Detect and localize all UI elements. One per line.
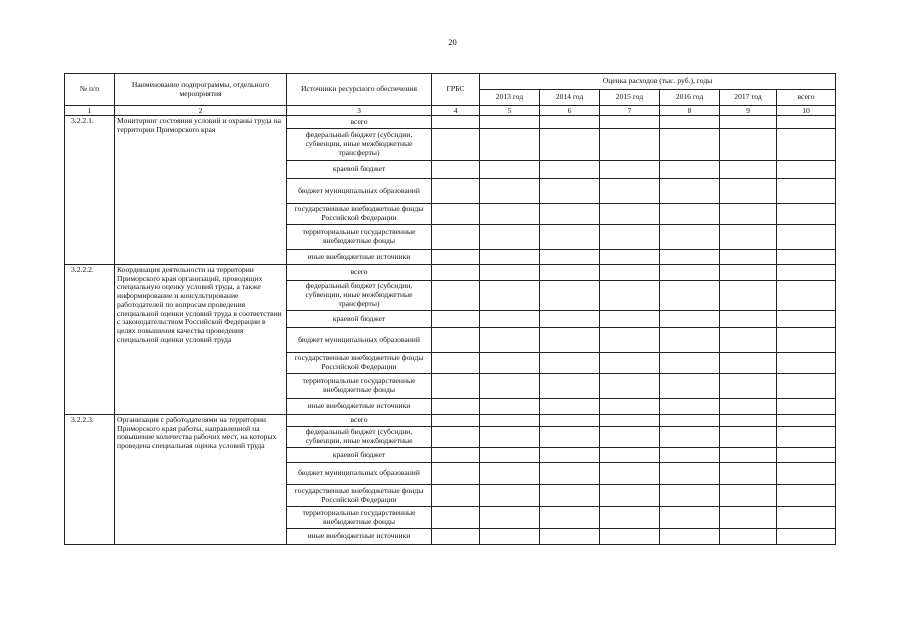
value-cell: [480, 161, 540, 179]
grbs-cell: [432, 374, 480, 399]
value-cell: [540, 415, 600, 427]
value-cell: [660, 415, 720, 427]
funding-source: федеральный бюджет (субсидии, субвенции, иные межбюджетные: [287, 427, 432, 448]
value-cell: [777, 116, 836, 129]
value-cell: [660, 161, 720, 179]
value-cell: [777, 427, 836, 448]
header-total: всего: [777, 90, 836, 106]
column-number: 7: [600, 106, 660, 116]
value-cell: [660, 374, 720, 399]
grbs-cell: [432, 448, 480, 463]
value-cell: [540, 529, 600, 545]
funding-source: краевой бюджет: [287, 311, 432, 328]
value-cell: [660, 116, 720, 129]
value-cell: [600, 353, 660, 374]
value-cell: [720, 281, 777, 311]
header-cost-group: Оценка расходов (тыс. руб.), годы: [480, 74, 836, 90]
value-cell: [600, 129, 660, 161]
value-cell: [540, 311, 600, 328]
grbs-cell: [432, 485, 480, 507]
value-cell: [720, 225, 777, 250]
value-cell: [660, 179, 720, 204]
header-sources: Источники ресурсного обеспечения: [287, 74, 432, 106]
value-cell: [777, 265, 836, 281]
value-cell: [600, 179, 660, 204]
value-cell: [480, 250, 540, 265]
header-name: Наименование подпрограммы, отдельного мероприятия: [115, 74, 287, 106]
page-number: 20: [448, 37, 457, 47]
value-cell: [600, 161, 660, 179]
value-cell: [480, 281, 540, 311]
value-cell: [600, 427, 660, 448]
table-row: [65, 265, 836, 281]
grbs-cell: [432, 265, 480, 281]
value-cell: [777, 529, 836, 545]
value-cell: [480, 485, 540, 507]
grbs-cell: [432, 328, 480, 353]
value-cell: [600, 116, 660, 129]
value-cell: [600, 415, 660, 427]
funding-source: федеральный бюджет (субсидии, субвенции, иные межбюджетные трансферты): [287, 281, 432, 311]
grbs-cell: [432, 353, 480, 374]
funding-source: бюджет муниципальных образований: [287, 463, 432, 485]
table-row: [65, 116, 836, 129]
value-cell: [540, 427, 600, 448]
funding-source: территориальные государственные внебюджетные фонды: [287, 507, 432, 529]
value-cell: [480, 463, 540, 485]
grbs-cell: [432, 311, 480, 328]
value-cell: [540, 399, 600, 415]
header-year: 2013 год: [480, 90, 540, 106]
value-cell: [600, 507, 660, 529]
value-cell: [660, 353, 720, 374]
value-cell: [480, 225, 540, 250]
value-cell: [660, 399, 720, 415]
value-cell: [480, 328, 540, 353]
funding-source: иные внебюджетные источники: [287, 250, 432, 265]
value-cell: [720, 507, 777, 529]
value-cell: [720, 179, 777, 204]
item-number: 3.2.2.2.: [65, 265, 115, 415]
header-year: 2014 год: [540, 90, 600, 106]
value-cell: [720, 328, 777, 353]
value-cell: [720, 415, 777, 427]
value-cell: [600, 328, 660, 353]
value-cell: [600, 204, 660, 225]
value-cell: [480, 179, 540, 204]
value-cell: [720, 129, 777, 161]
grbs-cell: [432, 463, 480, 485]
grbs-cell: [432, 427, 480, 448]
value-cell: [540, 353, 600, 374]
value-cell: [480, 399, 540, 415]
header-year: 2015 год: [600, 90, 660, 106]
value-cell: [720, 399, 777, 415]
value-cell: [720, 204, 777, 225]
grbs-cell: [432, 415, 480, 427]
item-name: Организация с работодателями на территории Приморского края работы, направленной на повышение количества рабочих мест, на которых проведена специальная оценка условий труда: [115, 415, 287, 545]
value-cell: [720, 448, 777, 463]
funding-source: государственные внебюджетные фонды Российской Федерации: [287, 485, 432, 507]
value-cell: [480, 448, 540, 463]
column-number: 10: [777, 106, 836, 116]
value-cell: [480, 129, 540, 161]
value-cell: [777, 281, 836, 311]
header-year: 2016 год: [660, 90, 720, 106]
funding-source: иные внебюджетные источники: [287, 399, 432, 415]
value-cell: [480, 311, 540, 328]
value-cell: [660, 281, 720, 311]
value-cell: [660, 250, 720, 265]
value-cell: [720, 463, 777, 485]
value-cell: [660, 463, 720, 485]
column-number-row: [65, 106, 836, 116]
value-cell: [540, 225, 600, 250]
value-cell: [777, 353, 836, 374]
value-cell: [777, 485, 836, 507]
value-cell: [600, 448, 660, 463]
value-cell: [480, 374, 540, 399]
value-cell: [540, 463, 600, 485]
column-number: 5: [480, 106, 540, 116]
value-cell: [600, 265, 660, 281]
value-cell: [777, 399, 836, 415]
funding-source: иные внебюджетные источники: [287, 529, 432, 545]
value-cell: [777, 225, 836, 250]
value-cell: [660, 448, 720, 463]
value-cell: [777, 179, 836, 204]
header-num: № п/п: [65, 74, 115, 106]
header-year: 2017 год: [720, 90, 777, 106]
value-cell: [777, 328, 836, 353]
value-cell: [720, 427, 777, 448]
value-cell: [720, 374, 777, 399]
column-number: 9: [720, 106, 777, 116]
value-cell: [540, 250, 600, 265]
value-cell: [720, 311, 777, 328]
item-number: 3.2.2.3.: [65, 415, 115, 545]
value-cell: [600, 463, 660, 485]
value-cell: [660, 328, 720, 353]
value-cell: [777, 204, 836, 225]
value-cell: [777, 129, 836, 161]
value-cell: [660, 529, 720, 545]
column-number: 6: [540, 106, 600, 116]
grbs-cell: [432, 399, 480, 415]
value-cell: [540, 485, 600, 507]
value-cell: [720, 353, 777, 374]
value-cell: [480, 204, 540, 225]
value-cell: [777, 250, 836, 265]
funding-source: всего: [287, 265, 432, 281]
value-cell: [777, 507, 836, 529]
value-cell: [540, 179, 600, 204]
funding-source: бюджет муниципальных образований: [287, 328, 432, 353]
value-cell: [540, 448, 600, 463]
value-cell: [480, 353, 540, 374]
value-cell: [600, 374, 660, 399]
funding-source: бюджет муниципальных образований: [287, 179, 432, 204]
value-cell: [720, 250, 777, 265]
grbs-cell: [432, 281, 480, 311]
column-number: 1: [65, 106, 115, 116]
value-cell: [600, 281, 660, 311]
value-cell: [777, 448, 836, 463]
value-cell: [540, 161, 600, 179]
column-number: 2: [115, 106, 287, 116]
value-cell: [540, 374, 600, 399]
value-cell: [777, 161, 836, 179]
value-cell: [777, 463, 836, 485]
value-cell: [480, 529, 540, 545]
item-name: Координация деятельности на территории Приморского края организаций, проводящих специальную оценку условий труда, а также информирование и консультирование работодателей по вопросам проведения специальной оценки условий труда в соответствии с законодательством Российской Федерации в целях повышения качества проведения специальной оценки условий труда: [115, 265, 287, 415]
value-cell: [720, 116, 777, 129]
value-cell: [540, 204, 600, 225]
funding-source: краевой бюджет: [287, 448, 432, 463]
value-cell: [660, 507, 720, 529]
value-cell: [660, 311, 720, 328]
grbs-cell: [432, 116, 480, 129]
value-cell: [480, 265, 540, 281]
item-number: 3.2.2.1.: [65, 116, 115, 265]
funding-source: территориальные государственные внебюджетные фонды: [287, 374, 432, 399]
value-cell: [660, 485, 720, 507]
value-cell: [540, 129, 600, 161]
value-cell: [600, 311, 660, 328]
funding-source: государственные внебюджетные фонды Российской Федерации: [287, 353, 432, 374]
funding-source: краевой бюджет: [287, 161, 432, 179]
value-cell: [600, 399, 660, 415]
value-cell: [660, 427, 720, 448]
table-body: [65, 116, 836, 545]
value-cell: [480, 427, 540, 448]
value-cell: [600, 225, 660, 250]
value-cell: [540, 116, 600, 129]
value-cell: [777, 415, 836, 427]
value-cell: [660, 129, 720, 161]
resource-table: [64, 73, 836, 545]
grbs-cell: [432, 225, 480, 250]
header-grbs: ГРБС: [432, 74, 480, 106]
funding-source: федеральный бюджет (субсидии, субвенции, иные межбюджетные трансферты): [287, 129, 432, 161]
value-cell: [540, 265, 600, 281]
value-cell: [480, 507, 540, 529]
value-cell: [720, 485, 777, 507]
value-cell: [720, 161, 777, 179]
column-number: 4: [432, 106, 480, 116]
grbs-cell: [432, 204, 480, 225]
item-name: Мониторинг состояния условий и охраны труда на территории Приморского края: [115, 116, 287, 265]
value-cell: [600, 529, 660, 545]
grbs-cell: [432, 250, 480, 265]
value-cell: [777, 374, 836, 399]
column-number: 3: [287, 106, 432, 116]
value-cell: [777, 311, 836, 328]
value-cell: [480, 415, 540, 427]
grbs-cell: [432, 529, 480, 545]
value-cell: [480, 116, 540, 129]
value-cell: [540, 281, 600, 311]
grbs-cell: [432, 507, 480, 529]
value-cell: [720, 529, 777, 545]
funding-source: всего: [287, 415, 432, 427]
value-cell: [720, 265, 777, 281]
funding-source: государственные внебюджетные фонды Российской Федерации: [287, 204, 432, 225]
value-cell: [660, 225, 720, 250]
grbs-cell: [432, 129, 480, 161]
value-cell: [660, 265, 720, 281]
grbs-cell: [432, 161, 480, 179]
value-cell: [660, 204, 720, 225]
value-cell: [540, 328, 600, 353]
value-cell: [600, 485, 660, 507]
value-cell: [600, 250, 660, 265]
funding-source: территориальные государственные внебюджетные фонды: [287, 225, 432, 250]
table-row: [65, 415, 836, 427]
funding-source: всего: [287, 116, 432, 129]
column-number: 8: [660, 106, 720, 116]
grbs-cell: [432, 179, 480, 204]
value-cell: [540, 507, 600, 529]
